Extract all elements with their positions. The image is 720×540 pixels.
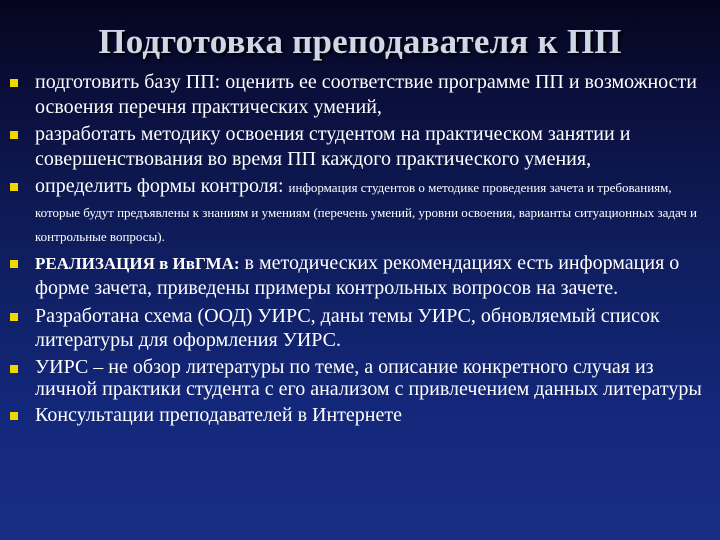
square-bullet-icon: [10, 365, 18, 373]
square-bullet-icon: [10, 183, 18, 191]
square-bullet-icon: [10, 131, 18, 139]
bullet-item-1: [10, 70, 710, 119]
bullet-text: УИРС – не обзор литературы по теме, а описание конкретного случая из личной практики студента с его анализом с привлечением данных литературы: [35, 355, 702, 400]
bullet-lead-text: определить формы контроля:: [35, 175, 289, 197]
bullet-text: Консультации преподавателей в Интернете: [35, 403, 402, 426]
bullet-item-6: [10, 356, 710, 400]
bullet-text: в методических рекомендациях есть информация о форме зачета, приведены примеры контрольных вопросов на зачете.: [35, 251, 680, 299]
square-bullet-icon: [10, 79, 18, 87]
bullet-item-5: [10, 304, 710, 353]
bullet-list: [10, 70, 710, 430]
bullet-text: Разработана схема (ООД) УИРС, даны темы УИРС, обновляемый список литературы для оформления УИРС.: [35, 304, 660, 351]
bullet-item-4: [10, 251, 710, 301]
square-bullet-icon: [10, 313, 18, 321]
bullet-detail-text: информация студентов о методике проведения зачета и требованиям, которые будут предъявлены к знаниям и умениям (перечень умений, уровни освоения, варианты ситуационных задач и контрольные вопросы).: [35, 180, 697, 244]
bullet-text: подготовить базу ПП: оценить ее соответствие программе ПП и возможности освоения перечня практических умений,: [35, 71, 697, 118]
square-bullet-icon: [10, 412, 18, 420]
slide-title: Подготовка преподавателя к ПП: [98, 22, 622, 61]
square-bullet-icon: [10, 260, 18, 268]
bullet-text: разработать методику освоения студентом на практическом занятии и совершенствования во время ПП каждого практического умения,: [35, 123, 631, 170]
bullet-strong-text: РЕАЛИЗАЦИЯ в ИвГМА:: [35, 253, 240, 273]
bullet-item-2: [10, 122, 710, 171]
bullet-item-7: [10, 403, 710, 428]
bullet-item-3: [10, 174, 710, 248]
